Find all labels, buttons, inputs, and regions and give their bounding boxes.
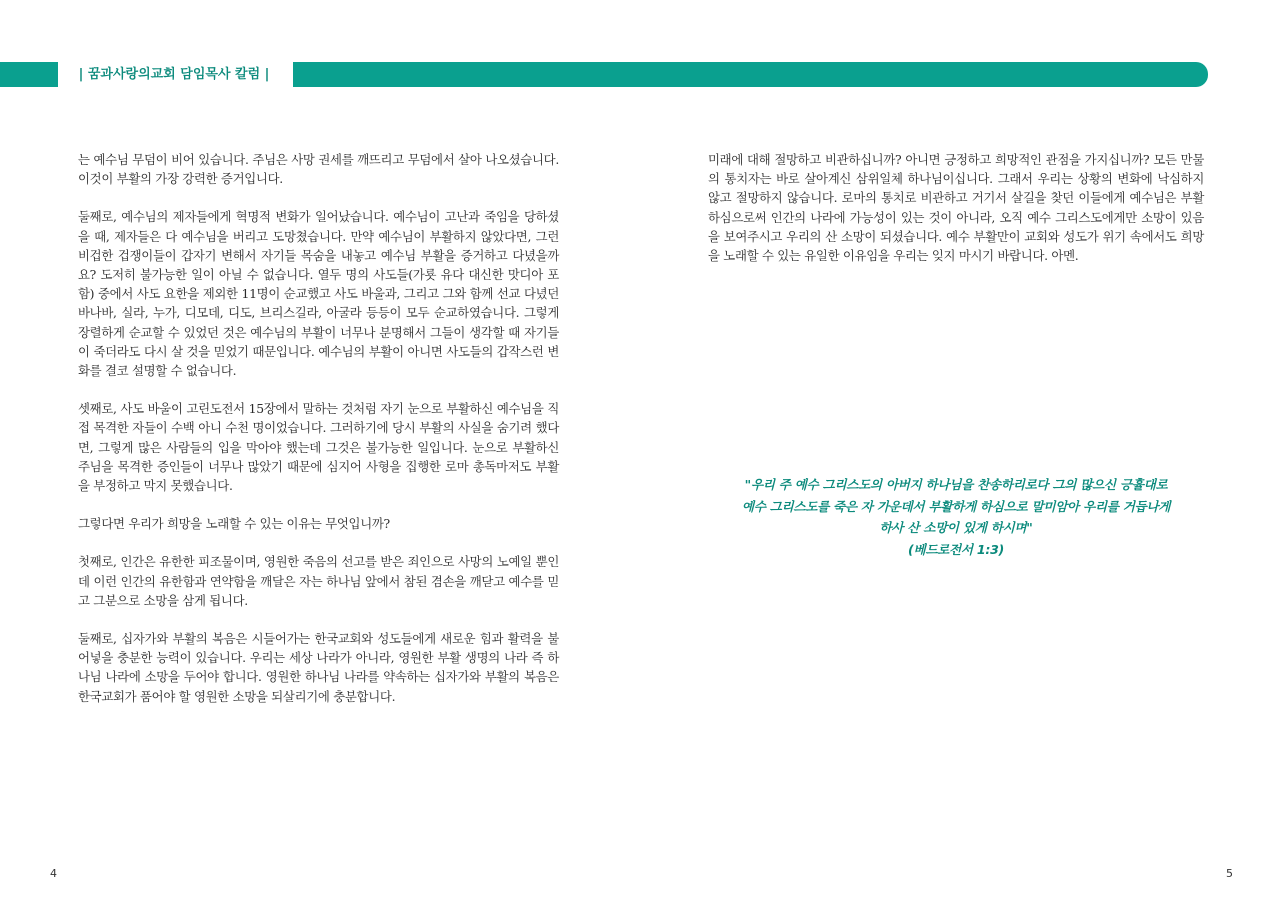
paragraph: 미래에 대해 절망하고 비관하십니까? 아니면 긍정하고 희망적인 관점을 가지십니까? 모든 만물의 통치자는 바로 살아계신 삼위일체 하나님이십니다. 그래서 우리는 상황의 변화에 낙심하지 않고 절망하지 않습니다. 로마의 통치로 비관하고 거기서 살길을 찾던 이들에게 예수님은 부활하심으로써 인간의 나라에 가능성이 있는 것이 아니라, 오직 예수 그리스도에게만 소망이 있음을 보여주시고 우리의 산 소망이 되셨습니다. 예수 부활만이 교회와 성도가 위기 속에서도 희망을 노래할 수 있는 유일한 이유임을 우리는 잊지 마시기 바랍니다. 아멘. [708,152,1204,264]
paragraph: 는 예수님 무덤이 비어 있습니다. 주님은 사망 권세를 깨뜨리고 무덤에서 살아 나오셨습니다. 이것이 부활의 가장 강력한 증거입니다. [78,152,559,187]
quote-reference: (베드로전서 1:3) [908,541,1004,557]
paragraph: 둘째로, 예수님의 제자들에게 혁명적 변화가 일어났습니다. 예수님이 고난과 죽임을 당하셨을 때, 제자들은 다 예수님을 버리고 도망쳤습니다. 만약 예수님이 부활하지 않았다면, 그런 비겁한 겁쟁이들이 갑자기 변해서 자기들 목숨을 내놓고 예수님 부활을 증거하고 다녔을까요? 도저히 불가능한 일이 아닐 수 없습니다. 열두 명의 사도들(가룟 유다 대신한 맛디아 포함) 중에서 사도 요한을 제외한 11명이 순교했고 사도 바울과, 그리고 그와 함께 선교 다녔던 바나바, 실라, 누가, 디모데, 디도, 브리스길라, 아굴라 등등이 모두 순교하였습니다. 그렇게 장렬하게 순교할 수 있었던 것은 예수님의 부활이 너무나 분명해서 그들이 생각할 때 자기들이 죽더라도 다시 살 것을 믿었기 때문입니다. 예수님의 부활이 아니면 사도들의 갑작스런 변화를 결코 설명할 수 없습니다. [78,209,559,379]
scripture-quote [708,474,1204,560]
paragraph: 둘째로, 십자가와 부활의 복음은 시들어가는 한국교회와 성도들에게 새로운 힘과 활력을 불어넣을 충분한 능력이 있습니다. 우리는 세상 나라가 아니라, 영원한 부활 생명의 나라 즉 하나님 나라에 소망을 두어야 합니다. 영원한 하나님 나라를 약속하는 십자가와 부활의 복음은 한국교회가 품어야 할 영원한 소망을 되살리기에 충분합니다. [78,631,559,704]
header-bar-left [0,62,58,87]
column-header-title: | 꿈과사랑의교회 담임목사 칼럼 | [62,62,286,87]
header-bar-right [293,62,1208,87]
paragraph: 그렇다면 우리가 희망을 노래할 수 있는 이유는 무엇입니까? [78,516,390,532]
paragraph: 셋째로, 사도 바울이 고린도전서 15장에서 말하는 것처럼 자기 눈으로 부활하신 예수님을 직접 목격한 자들이 수백 아니 수천 명이었습니다. 그러하기에 당시 부활의 사실을 숨기려 했다면, 그렇게 많은 사람들의 입을 막아야 했는데 그것은 불가능한 일입니다. 눈으로 부활하신 주님을 목격한 증인들이 너무나 많았기 때문에 심지어 사형을 집행한 로마 총독마저도 부활을 부정하고 막지 못했습니다. [78,401,559,494]
quote-line: 예수 그리스도를 죽은 자 가운데서 부활하게 하심으로 말미암아 우리를 거듭나게 [741,498,1171,514]
quote-line: 하사 산 소망이 있게 하시며" [879,520,1033,535]
page-number-left: 4 [50,867,57,880]
left-column [78,150,559,725]
quote-line: "우리 주 예수 그리스도의 아버지 하나님을 찬송하리로다 그의 많으신 긍휼대로 [744,477,1168,492]
page-number-right: 5 [1226,867,1233,880]
paragraph: 첫째로, 인간은 유한한 피조물이며, 영원한 죽음의 선고를 받은 죄인으로 사망의 노예일 뿐인데 이런 인간의 유한함과 연약함을 깨달은 자는 하나님 앞에서 참된 겸손을 깨닫고 예수를 믿고 그분으로 소망을 삼게 됩니다. [78,554,559,608]
right-column [708,150,1204,284]
